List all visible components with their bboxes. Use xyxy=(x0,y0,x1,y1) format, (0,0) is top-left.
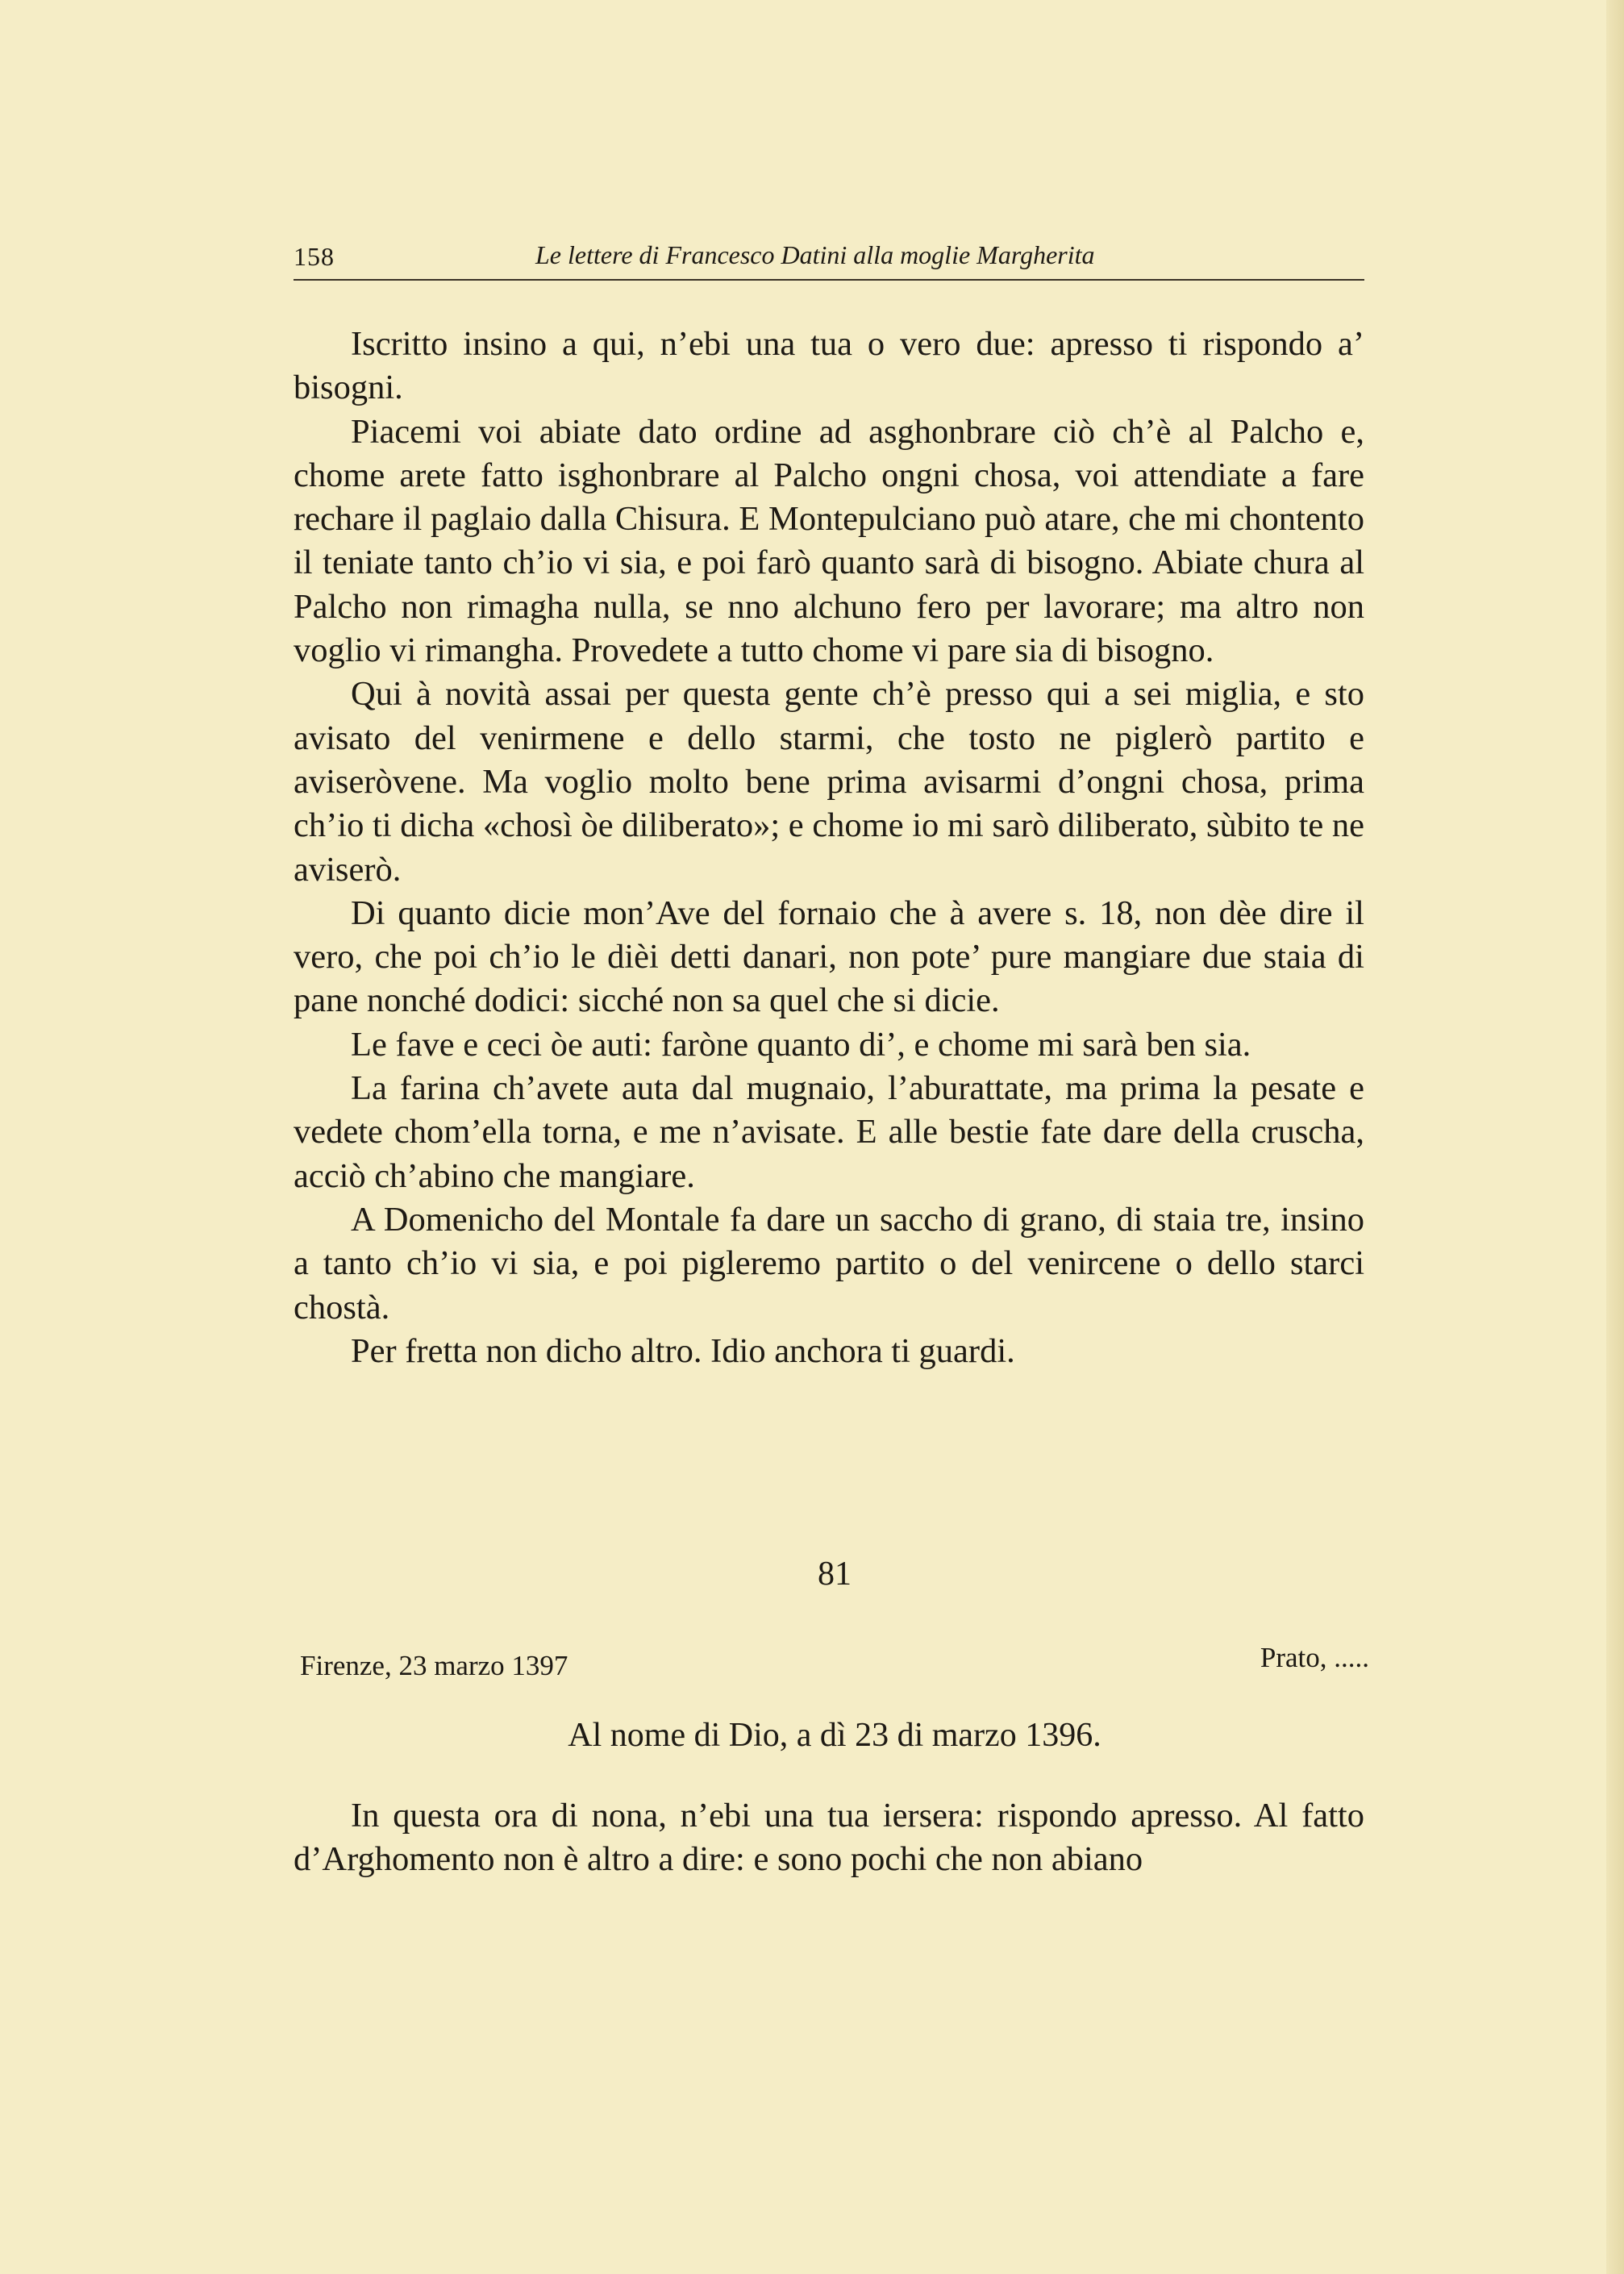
paragraph: A Domenicho del Montale fa dare un saccho di grano, di staia tre, insino a tanto ch’io vi sia, e poi pigleremo partito o del venircene o dello starci chostà. xyxy=(294,1200,1364,1326)
letter-salutation: Al nome di Dio, a dì 23 di marzo 1396. xyxy=(568,1717,1101,1754)
paragraph: Iscritto insino a qui, n’ebi una tua o vero due: apresso ti rispondo a’ bisogni. xyxy=(294,325,1364,407)
letter-81-body xyxy=(294,1794,1364,1882)
paragraph: In questa ora di nona, n’ebi una tua iersera: rispondo apresso. Al fatto d’Arghomento non è altro a dire: e sono pochi che non abiano xyxy=(294,1797,1364,1879)
page-edge xyxy=(1606,0,1624,2274)
paragraph: Piacemi voi abiate dato ordine ad asghonbrare ciò ch’è al Palcho e, chome arete fatto isghonbrare al Palcho ongni chosa, voi attendiate a fare rechare il paglaio dalla Chisura. E Montepulciano può atare, che mi chontento il teniate tanto ch’io vi sia, e poi farò quanto sarà di bisogno. Abiate chura al Palcho non rimagha nulla, se nno alchuno fero per lavorare; ma altro non voglio vi rimangha. Provedete a tutto chome vi pare sia di bisogno. xyxy=(294,412,1364,670)
letter-80-continuation xyxy=(294,323,1364,1373)
paragraph: Le fave e ceci òe auti: faròne quanto di’, e chome mi sarà ben sia. xyxy=(351,1025,1251,1064)
letter-destination: Prato, ..... xyxy=(1260,1642,1369,1673)
letter-number: 81 xyxy=(818,1556,852,1593)
running-head xyxy=(294,237,1364,281)
paragraph: La farina ch’avete auta dal mugnaio, l’aburattate, ma prima la pesate e vedete chom’ella torna, e me n’avisate. E alle bestie fate dare della cruscha, acciò ch’abino che mangiare. xyxy=(294,1069,1364,1195)
letter-place-date: Firenze, 23 marzo 1397 xyxy=(300,1650,568,1681)
page-number: 158 xyxy=(294,242,335,271)
running-title: Le lettere di Francesco Datini alla moglie Margherita xyxy=(535,240,1095,269)
paragraph: Qui à novità assai per questa gente ch’è presso qui a sei miglia, e sto avisato del venirmene e dello starmi, che tosto ne piglerò partito e aviseròvene. Ma voglio molto bene prima avisarmi d’ongni chosa, prima ch’io ti dicha «chosì òe diliberato»; e chome io mi sarò diliberato, sùbito te ne aviserò. xyxy=(294,675,1364,889)
paragraph: Di quanto dicie mon’Ave del fornaio che à avere s. 18, non dèe dire il vero, che poi ch’io le dièi detti danari, non pote’ pure mangiare due staia di pane nonché dodici: sicché non sa quel che si dicie. xyxy=(294,893,1364,1020)
paragraph: Per fretta non dicho altro. Idio anchora ti guardi. xyxy=(351,1331,1015,1370)
